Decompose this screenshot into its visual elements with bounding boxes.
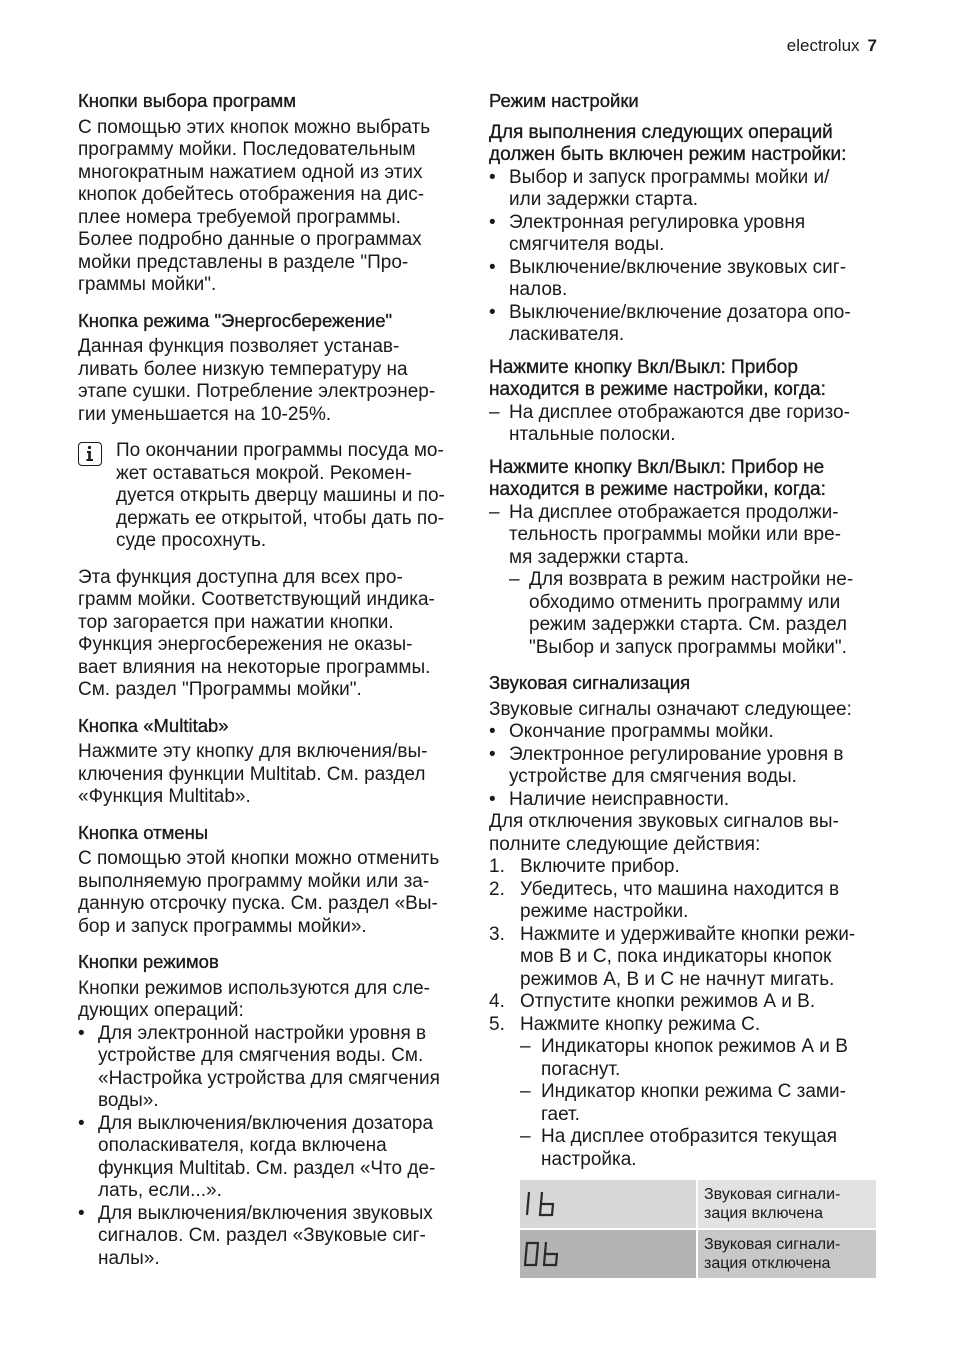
paragraph: Для отключения звуковых сигналов вы- полните следующие действия:: [489, 811, 839, 855]
list-item: – На дисплее отображаются две горизо- нтальные полоски.: [489, 402, 877, 447]
list-item: • Выключение/включение звуковых сиг- налов.: [489, 257, 877, 302]
section-sound-signals: [489, 672, 877, 1278]
section-setup-mode: [489, 90, 877, 659]
list-item: – На дисплее отображается продолжи- тельность программы мойки или вре- мя задержки старта.: [489, 502, 877, 570]
list-item: • Для выключения/включения дозатора ополаскивателя, когда включена функция Multitab. См. раздел «Что де- лать, если...».: [78, 1113, 466, 1203]
display-code-description: Звуковая сигнали- зация отключена: [697, 1229, 876, 1278]
paragraph: Данная функция позволяет устанав- ливать более низкую температуру на этапе сушки. Потребление электроэнер- гии уменьшается на 10-25%.: [78, 336, 436, 425]
brand-name: electrolux: [786, 36, 860, 55]
table-row: [520, 1229, 876, 1278]
paragraph: Звуковые сигналы означают следующее:: [489, 698, 852, 720]
section-title: Кнопка «Multitab»: [78, 714, 229, 736]
list-item: – Индикатор кнопки режима С зами- гает.: [520, 1081, 877, 1126]
display-code-description: Звуковая сигнали- зация включена: [697, 1180, 876, 1229]
dash-list: [520, 1036, 877, 1171]
paragraph: Нажмите эту кнопку для включения/вы- ключения функции Multitab. См. раздел «Функция Multitab».: [78, 741, 428, 807]
step-item: 1. Включите прибор.: [489, 856, 680, 877]
section-title: Режим настройки: [489, 90, 639, 111]
display-code-0b: [522, 1239, 562, 1269]
display-code-cell: [520, 1180, 697, 1229]
bullet-list: [78, 1023, 466, 1271]
paragraph: Кнопки режимов используются для сле- дующих операций:: [78, 977, 431, 1021]
note-text: По окончании программы посуда мо- жет оставаться мокрой. Рекомен- дуется открыть дверцу машины и по- держать ее открытой, чтобы дать по- суде просохнуть.: [116, 440, 445, 551]
list-item: • Окончание программы мойки.: [489, 721, 877, 744]
page-number: 7: [867, 36, 877, 55]
list-item: • Электронная регулировка уровня смягчителя воды.: [489, 212, 877, 257]
display-code-1b: [522, 1189, 562, 1219]
list-item: – Индикаторы кнопок режимов А и В погаснут.: [520, 1036, 877, 1081]
section-multitab: [78, 715, 466, 809]
list-item: • Наличие неисправности.: [489, 789, 877, 812]
subheading: Для выполнения следующих операций должен быть включен режим настройки:: [489, 121, 847, 165]
section-modes: [78, 951, 466, 1270]
step-item: 3. Нажмите и удерживайте кнопки режи- мов В и С, пока индикаторы кнопок режимов А, В и С не начнут мигать.: [489, 923, 856, 990]
paragraph: С помощью этой кнопки можно отменить выполняемую программу мойки или за- данную отсрочку пуска. См. раздел «Вы- бор и запуск программы мойки».: [78, 848, 440, 937]
page-header: [787, 36, 877, 56]
section-title: Звуковая сигнализация: [489, 672, 691, 693]
numbered-list: [489, 856, 877, 1171]
left-column: [78, 90, 466, 1283]
info-note: [78, 440, 466, 553]
list-item: • Для электронной настройки уровня в устройстве для смягчения воды. См. «Настройка устройства для смягчения воды».: [78, 1023, 466, 1113]
bullet-list: [489, 167, 877, 347]
section-title: Кнопка режима "Энергосбережение": [78, 309, 393, 331]
step-item: 5. Нажмите кнопку режима С. – Индикаторы кнопок режимов А и В погаснут. – Индикатор кнопки режима С зами- гает. – На дисплее отобразится текущая настройка.: [489, 1014, 877, 1172]
list-item: – Для возврата в режим настройки не- обходимо отменить программу или режим задержки старта. См. раздел "Выбор и запуск программы мойки".: [509, 569, 877, 659]
list-item: • Выключение/включение дозатора опо- ласкивателя.: [489, 302, 877, 347]
right-column: [489, 90, 877, 1291]
section-cancel: [78, 822, 466, 939]
dash-list: [489, 502, 877, 570]
list-item: – На дисплее отобразится текущая настройка.: [520, 1126, 877, 1171]
list-item: • Для выключения/включения звуковых сигналов. См. раздел «Звуковые сиг- налы».: [78, 1203, 466, 1271]
section-program-buttons: [78, 90, 466, 297]
section-title: Кнопка отмены: [78, 821, 209, 843]
subheading: Нажмите кнопку Вкл/Выкл: Прибор не находится в режиме настройки, когда:: [489, 456, 826, 500]
nested-dash-list: [509, 569, 877, 659]
paragraph: Эта функция доступна для всех про- грамм мойки. Соответствующий индика- тор загорается при нажатии кнопки. Функция энергосбережения не оказы- вает влияния на некоторые программы. См. раздел "Программы мойки".: [78, 566, 435, 700]
section-energy-button: [78, 310, 466, 702]
list-item: • Выбор и запуск программы мойки и/ или задержки старта.: [489, 167, 877, 212]
section-title: Кнопки режимов: [78, 951, 219, 972]
info-icon: [78, 442, 102, 466]
list-item: • Электронное регулирование уровня в устройстве для смягчения воды.: [489, 744, 877, 789]
step-item: 2. Убедитесь, что машина находится в режиме настройки.: [489, 878, 840, 922]
display-code-cell: [520, 1229, 697, 1278]
section-title: Кнопки выбора программ: [78, 90, 296, 111]
table-row: [520, 1180, 876, 1229]
step-item: 4. Отпустите кнопки режимов А и В.: [489, 991, 816, 1012]
display-codes-table: [520, 1180, 876, 1278]
dash-list: [489, 402, 877, 447]
paragraph: С помощью этих кнопок можно выбрать программу мойки. Последовательным многократным нажатием одной из этих кнопок добейтесь отображения на дис- плее номера требуемой программы. Более подробно данные о программах мойки представлены в разделе "Про- граммы мойки".: [78, 116, 431, 295]
bullet-list: [489, 721, 877, 811]
subheading: Нажмите кнопку Вкл/Выкл: Прибор находится в режиме настройки, когда:: [489, 356, 826, 400]
